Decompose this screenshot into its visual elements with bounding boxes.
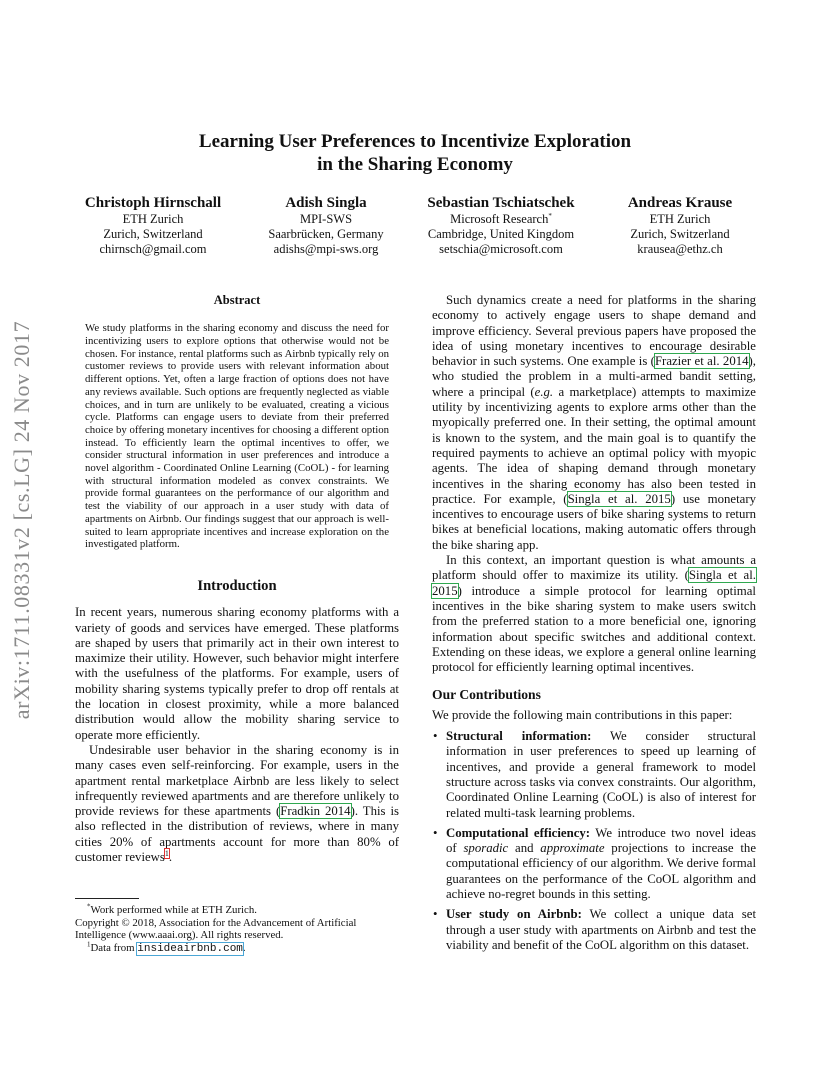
author-location: Zurich, Switzerland (630, 227, 730, 241)
item-title: User study on Airbnb: (446, 907, 582, 922)
abstract-text: We study platforms in the sharing economy and discuss the need for incentivizing users to explore options that otherwise would not be chosen. For instance, rental platforms such as Airbnb typically rely on customer reviews to provide users with relevant information about different options. Yet, often a large fraction of options does not have any reviews available. Such options are frequently neglected as viable choices, and in turn are unlikely to be evaluated, creating a vicious cycle. Platforms can engage users to deviate from their preferred choice by offering monetary incentives for choosing a different option instead. To efficiently learn the optimal incentives to offer, we consider structural information in user preferences and introduce a novel algorithm - Coordinated Online Learning (CoOL) - for learning with structural information modeled as convex constraints. We provide formal guarantees on the performance of our algorithm and test the viability of our approach in a user study with data of apartments on Airbnb. Our findings suggest that our approach is well-suited to learn appropriate incentives and increase exploration on the investigated platform. (85, 322, 389, 551)
author-location: Zurich, Switzerland (103, 227, 203, 241)
footnotes (75, 898, 399, 955)
paper-title (120, 130, 710, 176)
item-title: Computational efficiency: (446, 825, 591, 840)
item-text: We consider structural information in user preferences to speed up learning of incentives, and provide a general framework to model structure across tasks via convex constraints. Our algorithm, Coordinated Online Learning (CoOL) is also of interest for related multi-task learning problems. (446, 729, 756, 820)
arxiv-id: arXiv:1711.08331v2 [cs.LG] 24 Nov 2017 (9, 320, 34, 720)
author-name: Christoph Hirnschall (84, 195, 222, 211)
title-line-2: in the Sharing Economy (317, 154, 513, 175)
paragraph-text: In this context, an important question is what amounts a platform should offer to maximize its utility. ( (432, 553, 756, 583)
footnote-link[interactable]: 1 (164, 848, 169, 858)
citation-link[interactable]: Frazier et al. 2014 (654, 354, 749, 369)
abstract-heading: Abstract (213, 293, 261, 307)
item-text: We introduce two novel ideas of (446, 825, 757, 856)
footnote-mark: 1 (87, 940, 91, 949)
author-affiliation: MPI-SWS (299, 212, 353, 226)
body-paragraph-1 (432, 293, 756, 553)
author-name: Andreas Krause (627, 195, 733, 211)
author-name: Adish Singla (285, 195, 367, 211)
bullet-icon: • (433, 825, 438, 840)
paragraph-text: . (168, 850, 173, 864)
footnote-1 (75, 942, 399, 956)
copyright-notice: Copyright © 2018, Association for the Advancement of Artificial Intelligence (www.aaai.org). All rights reserved. (75, 916, 357, 942)
author-block (410, 194, 592, 257)
contributions-list (432, 729, 756, 953)
left-column (75, 293, 399, 865)
footnote-text: . (242, 941, 246, 954)
paragraph-text: Such dynamics create a need for platforms in the sharing economy to actively engage users to shape demand and improve efficiency. Several previous papers have proposed the idea of using monetary incentives to encourage desirable behavior in such systems. One example is ( (432, 293, 756, 369)
affiliation-text: Microsoft Research (450, 212, 549, 226)
footnote-mark: * (87, 902, 91, 911)
item-text: projections to increase the computational efficiency of our algorithm. We derive formal guarantees on the performance of the CoOL algorithm and achieve no-regret bounds in this setting. (446, 841, 756, 901)
footnote-text: Work performed while at ETH Zurich. (90, 904, 257, 916)
author-location: Saarbrücken, Germany (268, 227, 384, 241)
subsection-heading-contributions: Our Contributions (432, 687, 541, 703)
list-item (432, 729, 756, 821)
citation-link[interactable]: Fradkin 2014 (280, 804, 351, 819)
author-email: chirnsch@gmail.com (99, 242, 207, 256)
author-affiliation (410, 212, 592, 227)
footnote-affiliation (75, 904, 399, 917)
emphasis-text: approximate (540, 841, 605, 856)
author-name: Sebastian Tschiatschek (427, 195, 575, 211)
intro-paragraph-1: In recent years, numerous sharing economy platforms with a variety of goods and services have emerged. These platforms are shaped by users that primarily act in their own interest to maximize their utility. However, such behavior might interfere with the usefulness of the platforms. For example, users of mobility sharing systems typically prefer to drop off rentals at the location in closest proximity, while a more balanced distribution would allow the mobility sharing service to operate more efficiently. (75, 605, 399, 742)
author-email: adishs@mpi-sws.org (273, 242, 379, 256)
footnote-text: Data from (90, 941, 138, 954)
body-paragraph-2 (432, 553, 756, 675)
citation-link[interactable]: Singla et al. 2015 (432, 568, 756, 598)
right-column (432, 293, 756, 958)
item-title: Structural information: (446, 729, 592, 744)
author-block (248, 194, 404, 257)
bullet-icon: • (433, 907, 438, 922)
footnote-mark: * (548, 211, 552, 220)
author-email: krausea@ethz.ch (637, 242, 723, 256)
title-line-1: Learning User Preferences to Incentivize Exploration (198, 131, 632, 152)
footnote-rule (75, 898, 139, 899)
intro-paragraph-2 (75, 743, 399, 865)
list-item (432, 907, 756, 953)
author-affiliation: ETH Zurich (122, 212, 184, 226)
paragraph-text: ) use monetary incentives to encourage users of bike sharing systems to return bikes at beneficial locations, making automatic offers through the bike sharing app. (432, 491, 756, 552)
citation-link[interactable]: Singla et al. 2015 (567, 491, 671, 506)
author-block (72, 194, 234, 257)
emphasis-text: sporadic (463, 841, 509, 856)
author-location: Cambridge, United Kingdom (427, 227, 575, 241)
item-text: We collect a unique data set through a user study with apartments on Airbnb and test the viability and benefit of the CoOL algorithm on this dataset. (446, 907, 756, 952)
author-affiliation: ETH Zurich (649, 212, 711, 226)
paragraph-text: Undesirable user behavior in the sharing economy is in many cases even self-reinforcing. For example, users in the apartment rental marketplace Airbnb are less likely to select infrequently reviewed apartments and are therefore unlikely to provide reviews for these apartments ( (75, 742, 399, 819)
emphasis-text: e.g. (534, 384, 554, 399)
author-block (605, 194, 755, 257)
url-link[interactable]: insideairbnb.com (137, 942, 243, 955)
paragraph-text: ) introduce a simple protocol for learning optimal incentives in the bike sharing system to make users switch from the preferred station to a more beneficial one, ignoring information about specific switches and additional context. Extending on these ideas, we explore a general online learning protocol for efficiently learning optimal incentives. (432, 583, 756, 675)
bullet-icon: • (433, 729, 438, 744)
contributions-intro: We provide the following main contributions in this paper: (432, 707, 733, 722)
item-text: and (508, 841, 541, 856)
list-item (432, 826, 756, 902)
author-email: setschia@microsoft.com (439, 242, 563, 256)
paragraph-text: a marketplace) attempts to maximize utility by incentivizing agents to explore arms other than the myopically preferred one. In their setting, the optimal amount is known to the system, and the main goal is to quantify the required payments to achieve an optimal policy with myopic agents. The idea of shaping demand through monetary incentives in the sharing economy has also been tested in practice. For example, ( (432, 384, 756, 506)
paragraph-text: ), who studied the problem in a multi-armed bandit setting, where a principal ( (432, 354, 756, 399)
section-heading-introduction: Introduction (197, 577, 277, 594)
paragraph-text: ). This is also reflected in the distribution of reviews, where in many cities 20% of apartments account for more than 80% of customer reviews (75, 804, 399, 864)
